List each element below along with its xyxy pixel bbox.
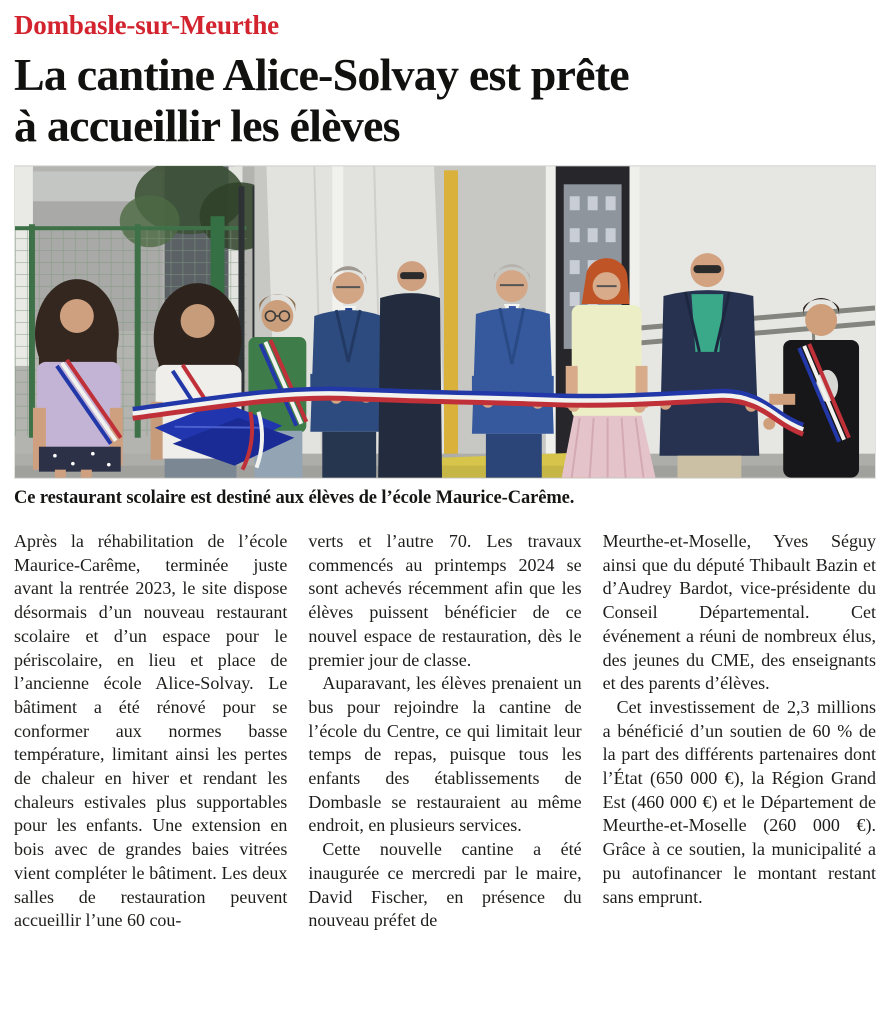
article-column-3 xyxy=(603,530,876,933)
headline-line-2: à accueillir les élèves xyxy=(14,100,400,151)
article-paragraph: Après la réhabilitation de l’école Maurice-Carême, terminée juste avant la rentrée 2023, le site dispose désormais d’un nouveau restaurant scolaire et d’un espace pour le périscolaire, en lieu et place de l’ancienne école Alice-Solvay. Le bâtiment a été rénové pour se conformer aux normes basse température, limitant ainsi les pertes de chaleur en hiver et rendant les chaleurs estivales plus supportables pour les enfants. Une extension en bois avec de grandes baies vitrées vient compléter le bâtiment. Les deux salles de restauration peuvent accueillir l’une 60 cou- xyxy=(14,531,288,931)
headline xyxy=(14,49,876,151)
article-paragraph: Cette nouvelle cantine a été inaugurée ce mercredi par le maire, David Fischer, en présence du nouveau préfet de xyxy=(308,839,582,931)
photo-caption: Ce restaurant scolaire est destiné aux élèves de l’école Maurice-Carême. xyxy=(14,488,575,508)
headline-line-1: La cantine Alice-Solvay est prête xyxy=(14,49,629,100)
article-paragraph: Cet investissement de 2,3 millions a bénéficié d’un soutien de 60 % de la part des différents partenaires dont l’État (650 000 €), la Région Grand Est (460 000 €) et le Département de Meurthe-et-Moselle (260 000 €). Grâce à ce soutien, la municipalité a pu autofinancer le montant restant sans emprunt. xyxy=(602,696,876,907)
article-page xyxy=(0,10,890,933)
girl-lavender-sash xyxy=(33,279,123,478)
article-photo xyxy=(14,165,876,479)
yellow-door-frame xyxy=(444,170,458,475)
article-paragraph: verts et l’autre 70. Les travaux commencés au printemps 2024 se sont achevés récemment afin que les élèves puissent bénéficier de ce nouvel espace de restauration, dès le premier jour de classe. xyxy=(308,531,582,670)
article-column-2 xyxy=(308,530,581,933)
article-column-1 xyxy=(14,530,287,933)
article-paragraph: Auparavant, les élèves prenaient un bus pour rejoindre la cantine de l’école du Centre, ce qui limitait leur temps de repas, puisque tous les enfants des établissements de Dombasle se restauraient au même endroit, en plusieurs services. xyxy=(308,673,582,836)
article-body xyxy=(14,530,876,933)
kicker: Dombasle-sur-Meurthe xyxy=(14,10,279,40)
article-paragraph: Meurthe-et-Moselle, Yves Séguy ainsi que du député Thibault Bazin et d’Audrey Bardot, vice-présidente du Conseil Départemental. Cet événement a réuni de nombreux élus, des jeunes du CME, des enseignants et des parents d’élèves. xyxy=(602,531,876,694)
photo-illustration xyxy=(15,166,875,478)
